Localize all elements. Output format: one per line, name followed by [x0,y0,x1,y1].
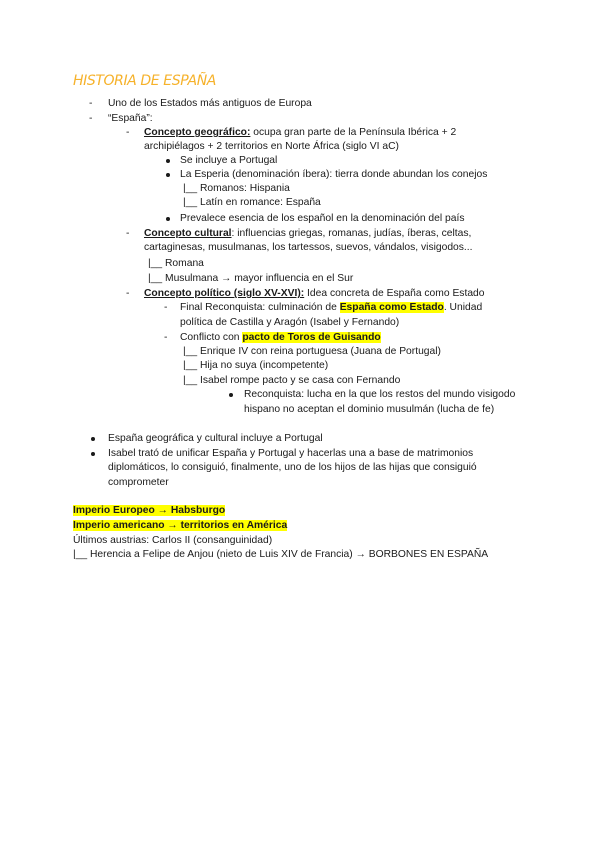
cult-heading [144,227,471,241]
bullet-dot [166,159,170,163]
list-item [180,301,482,315]
tree-item: |__ Hija no suya (incompetente) [183,360,329,371]
tree-item: |__ Isabel rompe pacto y se casa con Fernando [183,375,401,386]
geo-heading [144,126,456,140]
cult-label: Concepto cultural [144,228,232,239]
bullet-dot [166,217,170,221]
tree-item: |__ Enrique IV con reina portuguesa (Juana de Portugal) [183,346,441,357]
list-item-cont: política de Castilla y Aragón (Isabel y Fernando) [180,317,400,328]
highlight-line [73,504,225,518]
text-span: Conflicto con [180,332,243,343]
bullet-dot [91,437,95,441]
dash-marker: - [126,228,130,239]
list-item-cont: diplomáticos, lo consiguió, finalmente, uno de los hijos de las hijas que consiguió [108,462,477,473]
text-line: |__ Herencia a Felipe de Anjou (nieto de Luis XIV de Francia) → BORBONES EN ESPAÑA [73,549,489,560]
geo-text-cont: archipiélagos + 2 territorios en Norte África (siglo VI aC) [144,141,399,152]
list-item: “España”: [108,113,153,124]
list-item: La Esperia (denominación íbera): tierra donde abundan los conejos [180,169,488,180]
list-item-cont: comprometer [108,477,169,488]
list-item: Isabel trató de unificar España y Portugal y hacerlas una a base de matrimonios [108,448,474,459]
bullet-dot [229,393,233,397]
list-item: Uno de los Estados más antiguos de Europa [108,98,312,109]
geo-label: Concepto geográfico: [144,127,251,138]
dash-marker: - [89,98,93,109]
highlight: Imperio Europeo → Habsburgo [73,505,226,516]
tree-item: |__ Romana [148,258,204,269]
text-span: Final Reconquista: culminación de [180,302,340,313]
pol-heading [144,287,485,301]
dash-marker: - [164,302,168,313]
bullet-dot [166,173,170,177]
highlight: España como Estado [339,302,444,313]
bullet-dot [91,452,95,456]
list-item: Reconquista: lucha en la que los restos del mundo visigodo [244,389,516,400]
cult-text-cont: cartaginesas, musulmanas, los tartessos, suevos, vándalos, visigodos... [144,242,473,253]
cult-text: : influencias griegas, romanas, judías, íberas, celtas, [231,228,472,239]
text-span: . Unidad [443,302,483,313]
dash-marker: - [89,113,93,124]
list-item-cont: hispano no aceptan el dominio musulmán (lucha de fe) [244,404,495,415]
highlight: pacto de Toros de Guisando [242,332,381,343]
tree-item: |__ Latín en romance: España [183,197,321,208]
dash-marker: - [126,127,130,138]
list-item: Se incluye a Portugal [180,155,278,166]
tree-item: |__ Musulmana → mayor influencia en el Sur [148,273,354,284]
highlight-line [73,519,287,533]
list-item [180,331,381,345]
page-title: HISTORIA DE ESPAÑA [73,73,216,89]
list-item: Prevalece esencia de los español en la denominación del país [180,213,465,224]
geo-text: ocupa gran parte de la Península Ibérica + 2 [250,127,457,138]
tree-item: |__ Romanos: Hispania [183,183,290,194]
highlight: Imperio americano → territorios en América [73,520,288,531]
list-item: España geográfica y cultural incluye a Portugal [108,433,323,444]
dash-marker: - [164,332,168,343]
text-line: Últimos austrias: Carlos II (consanguinidad) [73,535,273,546]
pol-text: Idea concreta de España como Estado [304,288,485,299]
dash-marker: - [126,288,130,299]
pol-label: Concepto político (siglo XV-XVI): [144,288,305,299]
